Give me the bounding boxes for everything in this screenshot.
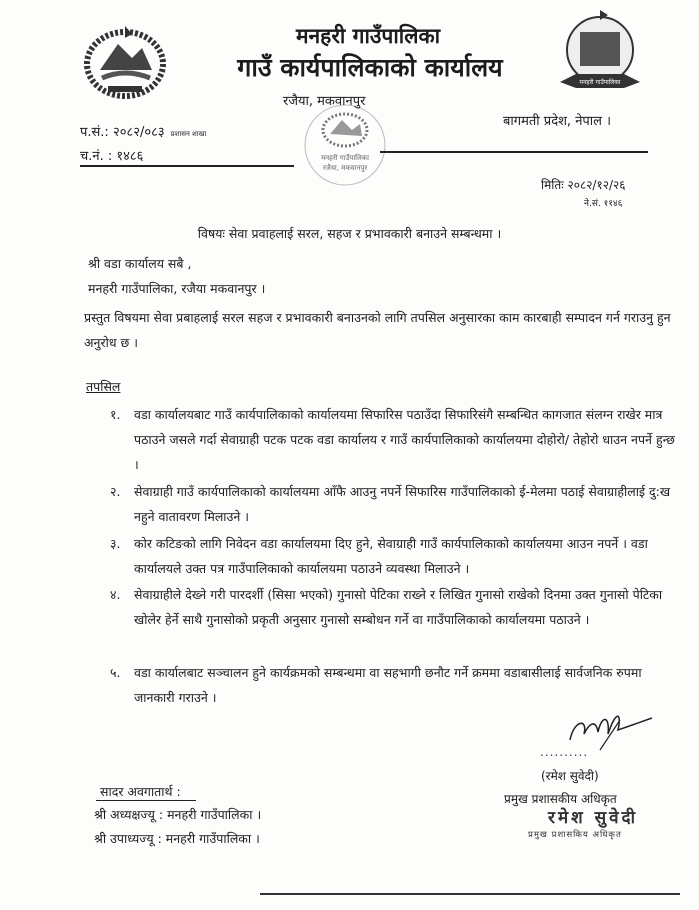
item-number: ५. (110, 665, 121, 680)
item-number: ४. (110, 587, 121, 602)
svg-text:रजैया, मकवानपुर: रजैया, मकवानपुर (322, 164, 368, 172)
cc-underline (96, 800, 196, 801)
list-item (110, 582, 680, 632)
signatory-title: प्रमुख प्रशासकीय अधिकृत (504, 792, 617, 806)
signature-dots: .......... (540, 745, 589, 759)
stamp-title: प्रमुख प्रशासकिय अधिकृत (528, 830, 622, 840)
signatory-name: (रमेश सुवेदी) (541, 769, 599, 783)
subject-line: विषयः सेवा प्रवाहलाई सरल, सहज र प्रभावकारी बनाउने सम्बन्धमा । (197, 226, 502, 241)
item-text: वडा कार्यालबाट सञ्चालन हुने कार्यक्रमको सम्बन्धमा वा सहभागी छनौट गर्ने क्रममा वडाबासीलाई सार्वजनिक रुपमा जानकारी गराउने । (134, 665, 642, 705)
cc-line: श्री उपाध्यज्यू : मनहरी गाउँपालिका । (94, 831, 260, 846)
nepal-sambat: ने.सं. ११४६ (584, 199, 623, 209)
item-number: २. (110, 484, 121, 499)
item-text: सेवाग्राहीले देख्ने गरी पारदर्शी (सिसा भएको) गुनासो पेटिका राख्ने र लिखित गुनासो राखेको दिनमा उक्त गुनासो पेटिका खोलेर हेर्ने साथै गुनासोको प्रकृती अनुसार गुनासो सम्बोधन गर्ने वा गाउँपालिकाको कार्यालयमा पठाउने । (134, 587, 663, 627)
org-name: मनहरी गाउँपालिका (295, 24, 441, 48)
intro-paragraph: प्रस्तुत विषयमा सेवा प्रबाहलाई सरल सहज र प्रभावकारी बनाउनको लागि तपसिल अनुसारका काम कारबाही सम्पादन गर्न गराउनु हुन अनुरोध छ । (84, 310, 671, 350)
header-rule-right (380, 151, 648, 153)
item-text: कोर कटिङको लागि निवेदन वडा कार्यालयमा दिए हुने, सेवाग्राही गाउँ कार्यपालिकाको कार्यालयमा आउन नपर्ने । वडा कार्यालयले उक्त पत्र गाउँपालिकाको कार्यालयमा पठाउने व्यवस्था मिलाउने । (134, 536, 648, 576)
office-name: गाउँ कार्यपालिकाको कार्यालय (237, 53, 503, 82)
recipient-line-1: श्री वडा कार्यालय सबै , (88, 256, 192, 271)
item-number: ३. (110, 536, 121, 551)
letter-date: मितिः २०८२/१२/२६ (541, 178, 626, 192)
stamp-text: मनहरी गाउँपालिका (321, 154, 369, 162)
ref-branch: प्रशासन शाखा (170, 130, 207, 138)
logo-ribbon-text: मनहरी गाउँपालिका (579, 79, 621, 86)
reference-number (80, 122, 206, 140)
manahari-logo-icon (556, 6, 644, 92)
cc-line: श्री अध्यक्षज्यू : मनहरी गाउँपालिका । (94, 807, 262, 822)
location: रजैया, मकवानपुर (283, 94, 366, 109)
province: बागमती प्रदेश, नेपाल । (503, 114, 612, 129)
header-rule-left (80, 165, 294, 167)
item-number: १. (110, 407, 121, 422)
list-item (110, 531, 680, 581)
dispatch-number: च.नं. : १४८६ (80, 149, 144, 164)
item-text: सेवाग्राही गाउँ कार्यपालिकाको कार्यालयमा आँफै आउनु नपर्ने सिफारिस गाउँपालिकाको ई-मेलमा पठाई सेवाग्राहीलाई दु:ख नहुने वातावरण मिलाउने । (134, 484, 671, 524)
office-stamp-icon (300, 100, 390, 190)
item-text: वडा कार्यालयबाट गाउँ कार्यपालिकाको कार्यालयमा सिफारिस पठाउँदा सिफारिसंगै सम्बन्धित कागजात संलग्न राखेर मात्र पठाउने जसले गर्दा सेवाग्राही पटक पटक वडा कार्यालय र गाउँ कार्यपालिकाको कार्यालयमा दोहोरो/ तेहोरो धाउन नपर्ने हुन्छ । (134, 407, 675, 472)
stamp-name: रमेश सुवेदी (548, 808, 638, 828)
nepal-emblem-icon (80, 22, 170, 102)
tapsil-heading: तपसिल (86, 379, 121, 394)
cc-heading: सादर अवगातार्थ : (100, 784, 181, 799)
list-item (110, 402, 680, 477)
footer-rule (260, 893, 680, 895)
list-item (110, 479, 680, 529)
recipient-line-2: मनहरी गाउँपालिका, रजैया मकवानपुर । (88, 281, 266, 296)
ref-no: प.सं.: २०८२/०८३ (80, 125, 165, 140)
